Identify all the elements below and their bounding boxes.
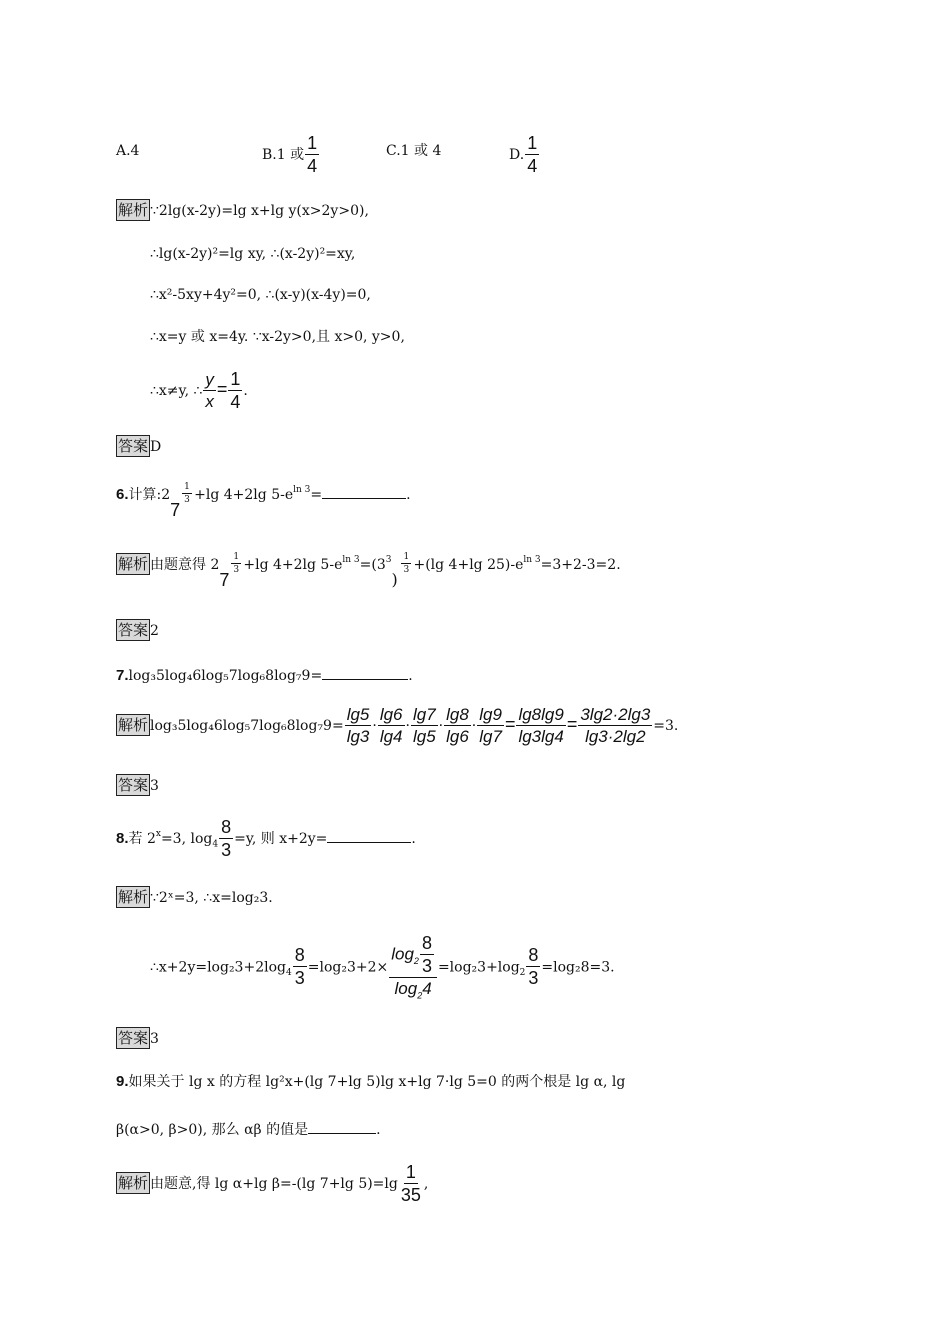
period: . xyxy=(408,668,413,684)
option-b-fraction xyxy=(305,134,319,176)
fraction-denominator: 3 xyxy=(184,495,190,506)
answer-tag: 答案 xyxy=(118,437,149,455)
fraction-numerator: 8 xyxy=(221,817,232,837)
log-label: log xyxy=(394,978,418,998)
analysis-text: =log₂8=3. xyxy=(541,959,615,976)
option-c: C.1 或 4 xyxy=(386,143,442,159)
answer-value: 2 xyxy=(150,623,159,639)
answer-tag: 答案 xyxy=(118,776,149,794)
fraction-denominator: lg3lg4 xyxy=(518,726,564,746)
log-base: 2 xyxy=(519,968,526,979)
option-d xyxy=(509,134,540,176)
fraction-numerator: 1 xyxy=(307,133,318,153)
question-text: 计算:2 xyxy=(128,487,171,503)
question-number: 8. xyxy=(116,829,129,847)
result-fraction xyxy=(228,370,242,412)
q7-analysis xyxy=(116,706,678,746)
q5-answer xyxy=(116,439,161,454)
fraction-numerator: lg9 xyxy=(479,705,502,724)
question-text: β(α>0, β>0), 那么 αβ 的值是 xyxy=(116,1122,309,1138)
combined-fraction xyxy=(516,706,565,746)
fraction-numerator: 3lg2·2lg3 xyxy=(580,705,651,724)
fraction-denominator: lg7 xyxy=(479,726,502,746)
log-base: 2 xyxy=(413,955,419,966)
period: . xyxy=(376,1122,381,1138)
q5-analysis-line3: ∴x²-5xy+4y²=0, ∴(x-y)(x-4y)=0, xyxy=(150,287,371,303)
question-text: =y, 则 x+2y= xyxy=(234,830,328,847)
period: . xyxy=(411,830,416,847)
fraction-numerator: 1 xyxy=(231,553,241,564)
answer-value: 3 xyxy=(150,778,159,794)
exponent: ln 3 xyxy=(293,485,311,495)
base-seven: 7 xyxy=(219,570,230,590)
eight-thirds-fraction xyxy=(293,946,307,988)
dot-operator: · xyxy=(471,717,477,734)
fraction-numerator: lg7 xyxy=(412,705,436,724)
answer-blank xyxy=(327,841,411,843)
analysis-text: log₃5log₄6log₅7log₆8log₇9= xyxy=(150,717,344,734)
exponent: x xyxy=(155,828,161,839)
closing-paren: ) xyxy=(391,570,398,589)
seven-power-one-third xyxy=(170,482,194,520)
question-text: 如果关于 lg x 的方程 lg²x+(lg 7+lg 5)lg x+lg 7·lg 5=0 的两个根是 lg α, lg xyxy=(128,1074,626,1090)
eight-thirds-fraction xyxy=(420,934,434,976)
fraction-denominator: 3 xyxy=(403,565,410,576)
analysis-text: =3. xyxy=(653,717,679,734)
log-ratio-fraction xyxy=(345,706,372,746)
q7-answer xyxy=(116,778,159,793)
paren-power-one-third xyxy=(391,552,413,589)
fraction-denominator: lg5 xyxy=(412,726,436,746)
eight-thirds-fraction xyxy=(219,818,233,860)
q5-analysis-line5 xyxy=(150,370,248,412)
fraction-denominator: 3 xyxy=(221,839,232,860)
analysis-text: ∵2lg(x-2y)=lg x+lg y(x>2y>0), xyxy=(150,203,369,219)
fraction-denominator: 4 xyxy=(230,391,241,412)
q9-question-line1 xyxy=(116,1074,625,1089)
fraction-numerator: lg5 xyxy=(346,705,370,724)
answer-blank xyxy=(308,1132,376,1134)
y-over-x-fraction xyxy=(203,371,216,411)
exponent-fraction xyxy=(231,553,241,576)
fraction-numerator: 8 xyxy=(528,945,539,966)
fraction-denominator: 4 xyxy=(307,155,318,176)
question-number: 6. xyxy=(116,486,129,503)
option-b xyxy=(262,134,320,176)
equals-sign: = xyxy=(310,487,323,503)
fraction-numerator: 1 xyxy=(527,133,538,153)
log-ratio-fraction xyxy=(378,706,405,746)
q5-analysis-line2: ∴lg(x-2y)²=lg xy, ∴(x-2y)²=xy, xyxy=(150,246,356,262)
q8-analysis-line1 xyxy=(116,890,273,905)
exponent: ln 3 xyxy=(342,555,360,565)
analysis-text: =log₂3+2× xyxy=(307,959,389,976)
analysis-text: +(lg 4+lg 25)-e xyxy=(413,557,524,573)
option-a: A.4 xyxy=(116,143,140,159)
answer-blank xyxy=(322,678,408,680)
fraction-denominator: x xyxy=(205,391,214,411)
q9-analysis xyxy=(116,1163,428,1205)
comma: , xyxy=(423,1175,429,1192)
exponent-fraction xyxy=(401,553,411,576)
option-b-label: B.1 或 xyxy=(262,146,305,163)
question-text: =3, log xyxy=(160,830,213,847)
answer-value: D xyxy=(150,439,162,455)
analysis-text: =3+2-3=2. xyxy=(540,557,621,573)
fraction-numerator xyxy=(389,934,437,978)
fraction-numerator: y xyxy=(205,370,214,390)
fraction-denominator: 35 xyxy=(400,1184,421,1205)
q6-question xyxy=(116,482,411,520)
base-seven: 7 xyxy=(170,500,181,520)
question-text: +lg 4+2lg 5-e xyxy=(194,487,294,503)
analysis-tag: 解析 xyxy=(118,1173,149,1192)
fraction-numerator: 1 xyxy=(230,369,241,389)
q6-analysis xyxy=(116,552,621,590)
log-ratio-fraction xyxy=(444,706,471,746)
q8-question xyxy=(116,818,416,860)
fraction-numerator: 1 xyxy=(182,483,192,494)
analysis-text: 由题意,得 lg α+lg β=-(lg 7+lg 5)=lg xyxy=(150,1175,398,1192)
q8-analysis-line2 xyxy=(150,934,615,1001)
log-ratio-fraction xyxy=(477,706,504,746)
question-number: 7. xyxy=(116,667,129,684)
q7-question xyxy=(116,668,413,683)
fraction-denominator: lg3·2lg2 xyxy=(585,726,646,746)
q5-analysis-line4: ∴x=y 或 x=4y. ∵x-2y>0,且 x>0, y>0, xyxy=(150,329,405,345)
change-of-base-fraction xyxy=(389,934,437,1001)
q6-answer xyxy=(116,623,159,638)
fraction-numerator: 8 xyxy=(421,933,432,953)
log-ratio-fraction xyxy=(411,706,438,746)
fraction-denominator: lg4 xyxy=(379,726,403,746)
period: . xyxy=(243,382,248,399)
fraction-denominator: 3 xyxy=(233,565,240,576)
question-number: 9. xyxy=(116,1073,129,1090)
fraction-denominator: lg6 xyxy=(446,726,469,746)
eight-thirds-fraction xyxy=(526,946,540,988)
question-text: 若 2 xyxy=(128,830,156,847)
log-argument: 4 xyxy=(422,978,432,998)
expanded-fraction xyxy=(578,706,652,746)
fraction-denominator: 3 xyxy=(294,968,305,989)
analysis-text: 由题意得 2 xyxy=(150,557,220,573)
fraction-numerator: lg8 xyxy=(446,705,469,724)
answer-value: 3 xyxy=(150,1031,159,1047)
equals-sign: = xyxy=(566,713,578,734)
analysis-tag: 解析 xyxy=(118,888,149,906)
fraction-denominator: 3 xyxy=(421,955,432,976)
analysis-text: ∴x+2y=log₂3+2log xyxy=(150,959,286,976)
fraction-numerator: 1 xyxy=(401,553,411,564)
dot-operator: · xyxy=(405,717,410,734)
log-base: 4 xyxy=(212,839,219,850)
answer-tag: 答案 xyxy=(118,1029,149,1047)
option-d-label: D. xyxy=(509,146,525,163)
fraction-numerator: lg6 xyxy=(379,705,403,724)
analysis-tag: 解析 xyxy=(118,201,149,219)
analysis-tag: 解析 xyxy=(118,715,149,734)
answer-blank xyxy=(322,497,406,499)
q8-answer xyxy=(116,1031,159,1046)
question-text: log₃5log₄6log₅7log₆8log₇9= xyxy=(128,668,323,684)
analysis-tag: 解析 xyxy=(118,555,149,573)
fraction-numerator: lg8lg9 xyxy=(518,705,564,724)
fraction-denominator xyxy=(393,978,434,1001)
analysis-text: +lg 4+2lg 5-e xyxy=(243,557,343,573)
analysis-text: =(3 xyxy=(359,557,386,573)
exponent-fraction xyxy=(182,483,192,506)
fraction-numerator: 8 xyxy=(294,945,305,966)
seven-power-one-third xyxy=(219,552,243,590)
exponent: 3 xyxy=(385,555,392,565)
answer-tag: 答案 xyxy=(118,621,149,639)
analysis-text: =log₂3+log xyxy=(437,959,520,976)
period: . xyxy=(406,487,411,503)
exponent: ln 3 xyxy=(523,555,541,565)
one-over-35-fraction xyxy=(399,1163,423,1205)
fraction-denominator: 3 xyxy=(528,968,539,989)
q5-analysis-line1 xyxy=(116,203,369,218)
log-label: log xyxy=(391,944,414,964)
log-base: 2 xyxy=(417,990,423,1001)
log-base: 4 xyxy=(285,968,292,979)
dot-operator: · xyxy=(438,717,444,734)
q9-question-line2 xyxy=(116,1123,381,1137)
analysis-text: ∴x≠y, ∴ xyxy=(150,382,203,399)
analysis-text: ∵2ˣ=3, ∴x=log₂3. xyxy=(150,890,273,906)
fraction-numerator: 1 xyxy=(405,1162,416,1182)
option-d-fraction xyxy=(525,134,539,176)
equals-sign: = xyxy=(216,378,228,399)
dot-operator: · xyxy=(372,717,377,734)
fraction-denominator: 4 xyxy=(527,155,538,176)
equals-sign: = xyxy=(504,713,516,734)
fraction-denominator: lg3 xyxy=(346,726,370,746)
